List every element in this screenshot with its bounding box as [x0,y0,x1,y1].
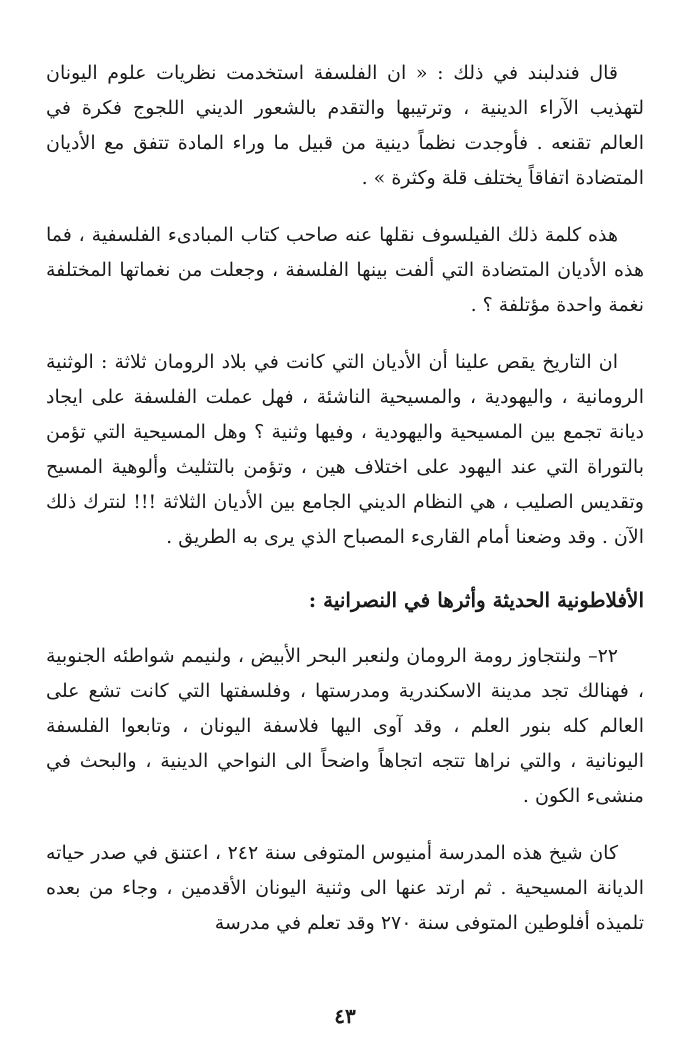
paragraph-roman-religions: ان التاريخ يقص علينا أن الأديان التي كانت في بلاد الرومان ثلاثة : الوثنية الرومانية ، واليهودية ، والمسيحية الناشئة ، فهل عملت الفلسفة على ايجاد ديانة تجمع بين المسيحية واليهودية ، وفيها وثنية ؟ وهل المسيحية التي تؤمن بالتوراة التي عند اليهود على اختلاف هين ، وتؤمن بالتثليث وألوهية المسيح وتقديس الصليب ، هي النظام الديني الجامع بين الأديان الثلاثة !!! لنترك ذلك الآن . وقد وضعنا أمام القارىء المصباح الذي يرى به الطريق . [46,351,644,548]
paragraph-ammonius-plotinus: كان شيخ هذه المدرسة أمنيوس المتوفى سنة ٢٤٢ ، اعتنق في صدر حياته الديانة المسيحية . ثم ارتد عنها الى وثنية اليونان الأقدمين ، وجاء من بعده تلميذه أفلوطين المتوفى سنة ٢٧٠ وقد تعلم في مدرسة [46,842,644,934]
paragraph-alexandria-school: ٢٢– ولنتجاوز رومة الرومان ولنعبر البحر الأبيض ، ولنيمم شواطئه الجنوبية ، فهنالك تجد مدينة الاسكندرية ومدرستها ، وفلسفتها التي كانت تشع على العالم كله بنور العلم ، وقد آوى اليها فلاسفة اليونان ، وتابعوا الفلسفة اليونانية ، والتي نراها تتجه اتجاهاً واضحاً الى النواحي الدينية ، والبحث في منشىء الكون . [46,645,645,807]
page-body [46,56,644,941]
page-number: ٤٣ [334,1004,356,1028]
paragraph-philosopher-remark: هذه كلمة ذلك الفيلسوف نقلها عنه صاحب كتاب المبادىء الفلسفية ، فما هذه الأديان المتضادة التي ألفت بينها الفلسفة ، وجعلت من نغماتها المختلفة نغمة واحدة مؤتلفة ؟ . [46,224,644,316]
section-heading: الأفلاطونية الحديثة وأثرها في النصرانية : [308,588,644,612]
paragraph-windelband-quote: قال فندلبند في ذلك : « ان الفلسفة استخدمت نظريات علوم اليونان لتهذيب الآراء الدينية ، وترتيبها والتقدم بالشعور الديني اللجوج فكرة في العالم تقنعه . فأوجدت نظماً دينية من قبيل ما وراء المادة تتفق مع الأديان المتضادة اتفاقاً يختلف قلة وكثرة » . [46,62,644,189]
